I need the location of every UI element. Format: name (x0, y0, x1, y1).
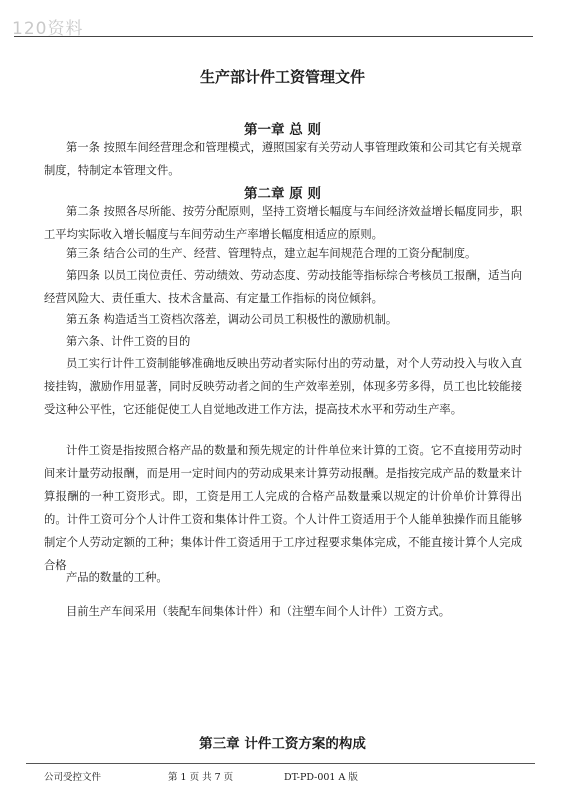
paragraph-article-5: 第五条 构造适当工资档次落差，调动公司员工积极性的激励机制。 (66, 313, 398, 326)
paragraph-workshop-method: 目前生产车间采用（装配车间集体计件）和（注塑车间个人计件）工资方式。 (66, 605, 451, 618)
footer-controlled-doc: 公司受控文件 (44, 772, 102, 783)
watermark-logo: 120资料 (12, 19, 84, 39)
paragraph-article-6: 第六条、计件工资的目的 (66, 335, 191, 348)
header-rule (14, 36, 533, 37)
document-title: 生产部计件工资管理文件 (199, 68, 365, 86)
footer-doc-code: DT-PD-001 A 版 (284, 772, 358, 783)
chapter-heading-1: 第一章 总 则 (244, 122, 321, 138)
paragraph-piecework-definition: 计件工资是指按照合格产品的数量和预先规定的计件单位来计算的工资。它不直接用劳动时间来计量劳动报酬，而是用一定时间内的劳动成果来计算劳动报酬。是指按完成产品的数量来计算报酬的一种工资形式。即，工资是用工人完成的合格产品数量乘以规定的计价单价计算得出的。计件工资可分个人计件工资和集体计件工资。个人计件工资适用于个人能单独操作而且能够制定个人劳动定额的工种；集体计件工资适用于工序过程要求集体完成，不能直接计算个人完成合格 (44, 444, 522, 572)
paragraph-piecework-purpose: 员工实行计件工资制能够准确地反映出劳动者实际付出的劳动量，对个人劳动投入与收入直接挂钩，激励作用显著，同时反映劳动者之间的生产效率差别，体现多劳多得，员工也比较能接受这种公平性，它还能促使工人自觉地改进工作方法，提高技术水平和劳动生产率。 (44, 357, 522, 416)
paragraph-article-3: 第三条 结合公司的生产、经营、管理特点，建立起车间规范合理的工资分配制度。 (66, 247, 477, 260)
chapter-heading-3: 第三章 计件工资方案的构成 (199, 736, 366, 752)
paragraph-piecework-definition-end: 产品的数量的工种。 (66, 571, 168, 584)
paragraph-article-1: 第一条 按照车间经营理念和管理模式，遵照国家有关劳动人事管理政策和公司其它有关规章制度，特制定本管理文件。 (44, 141, 522, 177)
paragraph-article-4: 第四条 以员工岗位责任、劳动绩效、劳动态度、劳动技能等指标综合考核员工报酬，适当向经营风险大、责任重大、技术含量高、有定量工作指标的岗位倾斜。 (44, 269, 522, 305)
paragraph-article-2: 第二条 按照各尽所能、按劳分配原则，坚持工资增长幅度与车间经济效益增长幅度同步，职工平均实际收入增长幅度与车间劳动生产率增长幅度相适应的原则。 (44, 205, 522, 241)
chapter-heading-2: 第二章 原 则 (244, 186, 321, 202)
footer-page-number: 第 1 页 共 7 页 (168, 772, 234, 783)
footer-rule (26, 763, 535, 764)
